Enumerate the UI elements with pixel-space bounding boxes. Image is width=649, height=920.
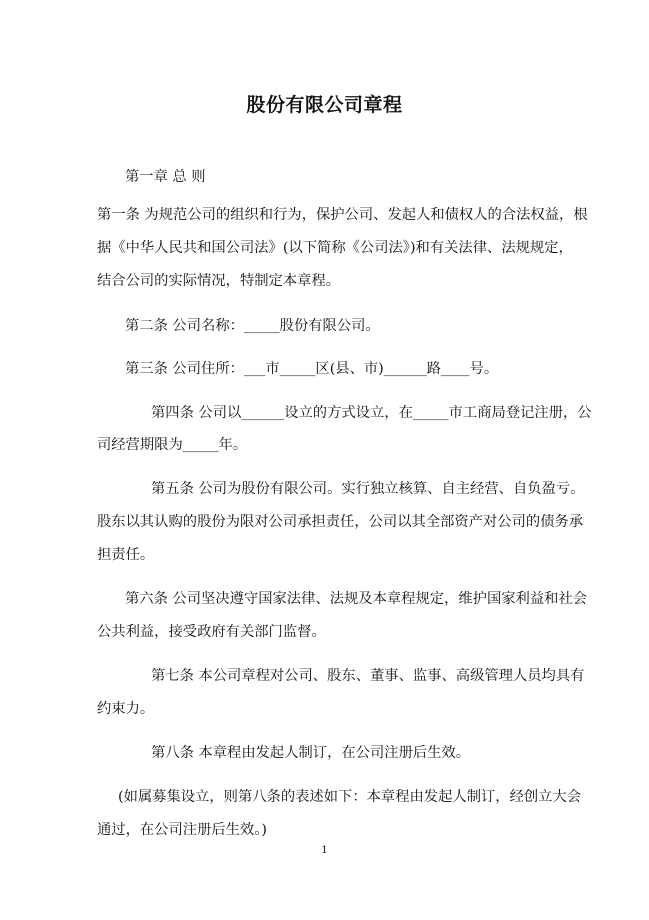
chapter-heading: 第一章 总 则 xyxy=(125,169,206,185)
article-1-line-1: 第一条 为规范公司的组织和行为，保护公司、发起人和债权人的合法权益，根 xyxy=(97,207,588,223)
article-5-line-2: 股东以其认购的股份为限对公司承担责任，公司以其全部资产对公司的债务承 xyxy=(97,514,584,530)
article-6-line-2: 公共利益，接受政府有关部门监督。 xyxy=(97,624,326,640)
article-5-line-1: 第五条 公司为股份有限公司。实行独立核算、自主经营、自负盈亏。 xyxy=(151,481,585,497)
article-3-line-1: 第三条 公司住所：___市_____区(县、市)______路____号。 xyxy=(125,361,499,377)
document-title: 股份有限公司章程 xyxy=(246,94,403,116)
note-line-1: (如属募集设立，则第八条的表述如下：本章程由发起人制订，经创立大会 xyxy=(118,789,582,805)
note-line-2: 通过，在公司注册后生效。) xyxy=(97,822,267,838)
article-8-line-1: 第八条 本章程由发起人制订，在公司注册后生效。 xyxy=(151,745,471,761)
article-4-line-2: 司经营期限为_____年。 xyxy=(97,437,248,453)
article-4-line-1: 第四条 公司以______设立的方式设立，在_____市工商局登记注册，公 xyxy=(151,405,592,421)
article-2-line-1: 第二条 公司名称：_____股份有限公司。 xyxy=(125,318,380,334)
article-1-line-2: 据《中华人民共和国公司法》(以下简称《公司法》)和有关法律、法规规定， xyxy=(97,240,573,256)
article-5-line-3: 担责任。 xyxy=(97,547,155,563)
article-7-line-2: 约束力。 xyxy=(97,701,155,717)
page-number: 1 xyxy=(321,845,328,856)
article-6-line-1: 第六条 公司坚决遵守国家法律、法规及本章程规定，维护国家利益和社会 xyxy=(125,591,588,607)
article-7-line-1: 第七条 本公司章程对公司、股东、董事、监事、高级管理人员均具有 xyxy=(151,668,585,684)
article-1-line-3: 结合公司的实际情况，特制定本章程。 xyxy=(97,273,341,289)
